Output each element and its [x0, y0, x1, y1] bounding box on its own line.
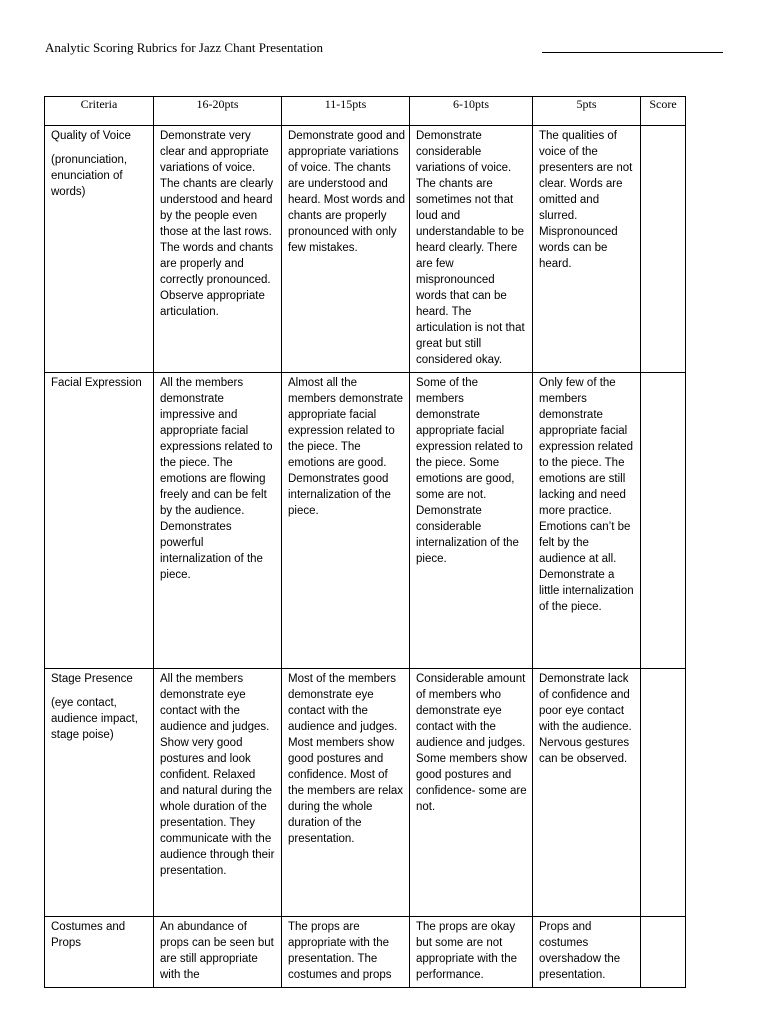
cell-6-10: Some of the members demonstrate appropriate facial expression related to the piece. Some emotions are good, some are not. Demonstrate considerable internalization of the piece. [410, 373, 533, 669]
rubric-table [44, 96, 686, 988]
criteria-subtitle: (pronunciation, enunciation of words) [51, 154, 128, 198]
score-cell [641, 917, 686, 988]
cell-11-15: Demonstrate good and appropriate variations of voice. The chants are understood and heard. Most words and chants are properly pronounced with only few mistakes. [282, 126, 410, 373]
header-6-10pts: 6-10pts [410, 97, 533, 126]
header-5pts: 5pts [533, 97, 641, 126]
cell-11-15: The props are appropriate with the presentation. The costumes and props [282, 917, 410, 988]
score-cell [641, 669, 686, 917]
table-row [45, 373, 686, 669]
cell-11-15: Most of the members demonstrate eye contact with the audience and judges. Most members show good postures and confidence. Most of the members are relax during the whole duration of the presentation. [282, 669, 410, 917]
cell-6-10: The props are okay but some are not appropriate with the performance. [410, 917, 533, 988]
header-score: Score [641, 97, 686, 126]
header-11-15pts: 11-15pts [282, 97, 410, 126]
cell-16-20: An abundance of props can be seen but are still appropriate with the [154, 917, 282, 988]
cell-6-10: Considerable amount of members who demonstrate eye contact with the audience and judges. Some members show good postures and confidence- some are not. [410, 669, 533, 917]
cell-16-20: Demonstrate very clear and appropriate variations of voice. The chants are clearly understood and heard by the people even those at the last rows. The words and chants are properly and correctly pronounced. Observe appropriate articulation. [154, 126, 282, 373]
cell-11-15: Almost all the members demonstrate appropriate facial expression related to the piece. The emotions are good. Demonstrates good internalization of the piece. [282, 373, 410, 669]
criteria-name: Stage Presence [51, 673, 133, 685]
header-16-20pts: 16-20pts [154, 97, 282, 126]
criteria-cell [45, 917, 154, 988]
header-criteria: Criteria [45, 97, 154, 126]
criteria-cell [45, 373, 154, 669]
table-row [45, 669, 686, 917]
score-cell [641, 373, 686, 669]
criteria-cell [45, 669, 154, 917]
cell-16-20: All the members demonstrate eye contact with the audience and judges. Show very good postures and look confident. Relaxed and natural during the whole duration of the presentation. They communicate with the audience through their presentation. [154, 669, 282, 917]
criteria-name: Quality of Voice [51, 130, 131, 142]
score-cell [641, 126, 686, 373]
cell-5: The qualities of voice of the presenters are not clear. Words are omitted and slurred. Mispronounced words can be heard. [533, 126, 641, 373]
table-row [45, 917, 686, 988]
signature-line [542, 52, 723, 53]
cell-16-20: All the members demonstrate impressive and appropriate facial expressions related to the piece. The emotions are flowing freely and can be felt by the audience. Demonstrates powerful internalization of the piece. [154, 373, 282, 669]
criteria-subtitle: (eye contact, audience impact, stage poise) [51, 697, 138, 741]
criteria-name: Facial Expression [51, 377, 142, 389]
table-row [45, 126, 686, 373]
cell-5: Demonstrate lack of confidence and poor eye contact with the audience. Nervous gestures can be observed. [533, 669, 641, 917]
document-title: Analytic Scoring Rubrics for Jazz Chant Presentation [45, 40, 323, 55]
criteria-cell [45, 126, 154, 373]
header-row [45, 97, 686, 126]
cell-6-10: Demonstrate considerable variations of voice. The chants are sometimes not that loud and understandable to be heard clearly. There are few mispronounced words that can be heard. The articulation is not that great but still considered okay. [410, 126, 533, 373]
criteria-name: Costumes and Props [51, 921, 126, 949]
cell-5: Props and costumes overshadow the presentation. [533, 917, 641, 988]
cell-5: Only few of the members demonstrate appropriate facial expression related to the piece. The emotions are still lacking and need more practice. Emotions can’t be felt by the audience at all. Demonstrate a little internalization of the piece. [533, 373, 641, 669]
